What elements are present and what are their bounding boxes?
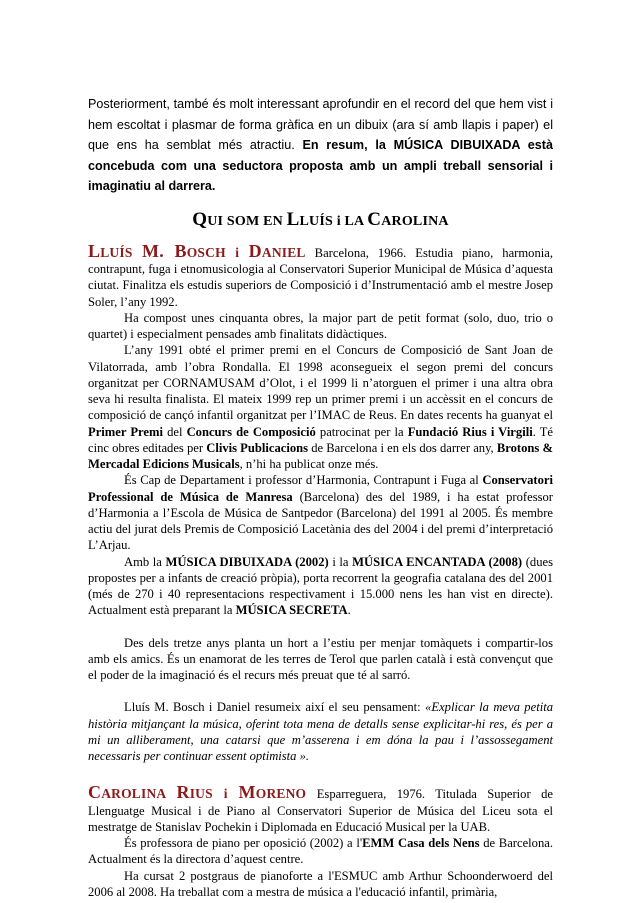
intro-summary: En resum, la MÚSICA DIBUIXADA està concebuda com una seductora proposta amb un ampli treball sensorial i imaginatiu al darrera. [88, 138, 553, 194]
lluis-personal: Des dels tretze anys planta un hort a l’estiu per menjar tomàquets i compartir-los amb els amics. És un enamorat de les terres de Terol que parlen català i està convençut que el poder de la imaginació és el recurs més preuat que té al sarró. [88, 635, 553, 683]
lluis-works: Ha compost unes cinquanta obres, la major part de petit format (solo, duo, trio o quartet) i especialment pensades amb finalitats didàctiques. [88, 310, 553, 342]
document-page [88, 94, 553, 900]
lluis-quote: Lluís M. Bosch i Daniel resumeix així el seu pensament: «Explicar la meva petita història mitjançant la música, oferint tota mena de detalls sense explicitar-hi res, és per a mi un alliberament, una catarsi que m’asserena i em dóna la pau i l’assossegament necessaris per continuar essent optimista ». [88, 700, 553, 764]
intro-paragraph [88, 94, 553, 197]
lluis-awards: L’any 1991 obté el primer premi en el Concurs de Composició de Sant Joan de Vilatorrada, amb l’obra Rondalla. El 1998 aconsegueix el segon premi del concurs organitzat per CORNAMUSAM d’Olot, i el 1999 li n’atorguen el primer i una altra obra seva hi resulta finalista. El mateix 1999 rep un primer premi i un accèssit en el concurs de composició de cançó infantil organitzat per l’IMAC de Reus. En dates recents ha guanyat el Primer Premi del Concurs de Composició patrocinat per la Fundació Rius i Virgili. Té cinc obres editades per Clivis Publicacions de Barcelona i en els dos darrer any, Brotons & Mercadal Edicions Musicals, n’hi ha publicat onze més. [88, 343, 554, 472]
section-heading: QUI SOM EN LLUÍS i LA CAROLINA [192, 208, 449, 230]
lluis-name: LLUÍS M. BOSCH i DANIEL [88, 240, 306, 261]
carolina-intro: CAROLINA RIUS i MORENO Esparreguera, 1976. Titulada Superior de Llenguatge Musical i de Piano al Conservatori Superior de Música del Liceu sota el mestratge de Stanislav Pochekin i Diplomada en Educació Musical per la UAB. [88, 782, 553, 834]
carolina-studies: Ha cursat 2 postgraus de pianoforte a l'ESMUC amb Arthur Schoonderwoerd del 2006 al 2008. Ha treballat com a mestra de música a l'educació infantil, primària, [88, 868, 553, 899]
carolina-bio [88, 784, 553, 900]
carolina-teaching: És professora de piano per oposició (2002) a l'EMM Casa dels Nens de Barcelona. Actualment és la directora d’aquest centre. [88, 836, 553, 867]
carolina-name: CAROLINA RIUS i MORENO [88, 782, 307, 803]
lluis-intro: LLUÍS M. BOSCH i DANIEL Barcelona, 1966. Estudia piano, harmonia, contrapunt, fuga i etnomusicologia al Conservatori Superior Municipal de Música d’aquesta ciutat. Finalitza els estudis superiors de Composició i d’Instrumentació amb el mestre Josep Soler, l’any 1992. [88, 240, 553, 309]
lluis-teaching: És Cap de Departament i professor d’Harmonia, Contrapunt i Fuga al Conservatori Professional de Música de Manresa (Barcelona) des del 1989, i ha estat professor d’Harmonia a l’Escola de Música de Santpedor (Barcelona) del 1991 al 2005. És membre actiu del jurat dels Premis de Composició Lacetània des del 2004 i del premi d’interpretació L’Arjau. [88, 473, 553, 553]
intro-text: Posteriorment, també és molt interessant aprofundir en el record del que hem vist i hem escoltat i plasmar de forma gràfica en un dibuix (ara sí amb llapis i paper) el que ens ha semblat més atractiu. [88, 97, 553, 153]
lluis-shows: Amb la MÚSICA DIBUIXADA (2002) i la MÚSICA ENCANTADA (2008) (dues propostes per a infants de creació pròpia), porta recorrent la geografia catalana des del 2001 (més de 270 i 40 representacions respectivament i 15.000 nens les han vist en directe). Actualment està preparant la MÚSICA SECRETA. [88, 554, 553, 618]
lluis-bio [88, 240, 554, 765]
